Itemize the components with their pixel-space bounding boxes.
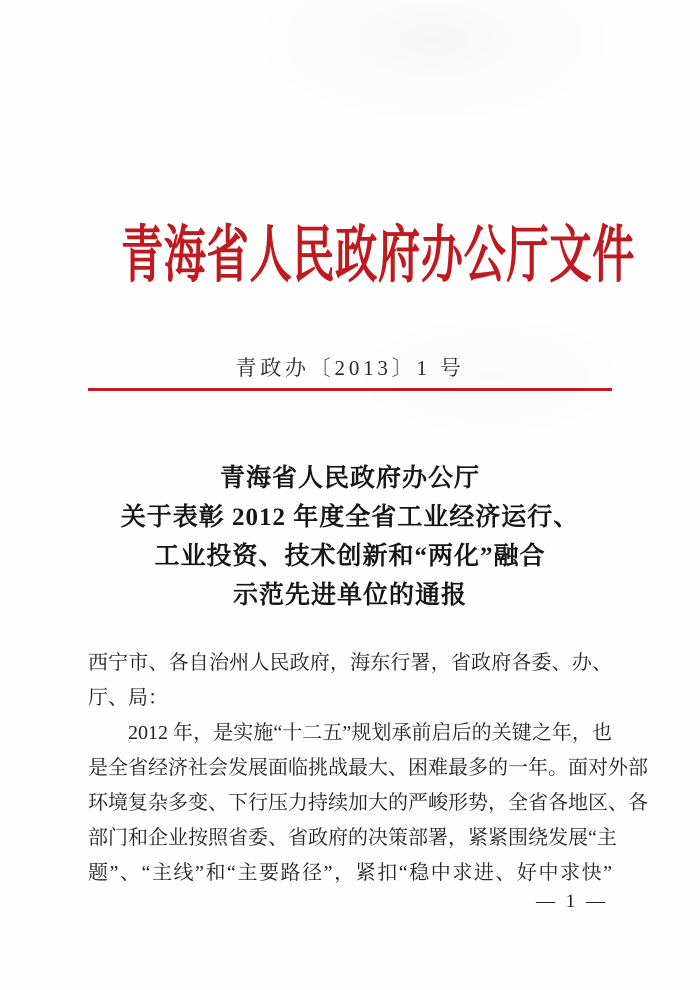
salutation <box>88 646 612 716</box>
paragraph-line: 环境复杂多变、下行压力持续加大的严峻形势，全省各地区、各 <box>88 792 648 814</box>
document-body <box>88 646 648 891</box>
document-title-line: 示范先进单位的通报 <box>232 582 467 609</box>
document-title-line: 工业投资、技术创新和“两化”融合 <box>154 543 546 570</box>
document-title-line: 青海省人民政府办公厅 <box>219 465 480 492</box>
paragraph-line: 题”、“主线”和“主要路径”，紧扣“稳中求进、好中求快” <box>88 862 612 884</box>
document-number: 青政办〔2013〕1 号 <box>235 356 465 380</box>
salutation-line: 厅、局： <box>88 687 168 709</box>
page-number: — 1 — <box>536 891 608 912</box>
paragraph-line: 是全省经济社会发展面临挑战最大、困难最多的一年。面对外部 <box>88 757 648 779</box>
paragraph-line: 部门和企业按照省委、省政府的决策部署，紧紧围绕发展“主 <box>88 827 617 849</box>
red-divider-rule <box>88 388 612 391</box>
salutation-line: 西宁市、各自治州人民政府，海东行署，省政府各委、办、 <box>88 652 612 674</box>
masthead-title-text: 青海省人民政府办公厅文件 <box>120 222 636 290</box>
document-title <box>60 459 640 615</box>
body-paragraph <box>88 716 648 891</box>
masthead-title <box>0 224 700 289</box>
document-title-line: 关于表彰 2012 年度全省工业经济运行、 <box>120 504 580 531</box>
paragraph-line: 2012 年，是实施“十二五”规划承前启后的关键之年，也 <box>128 722 612 744</box>
